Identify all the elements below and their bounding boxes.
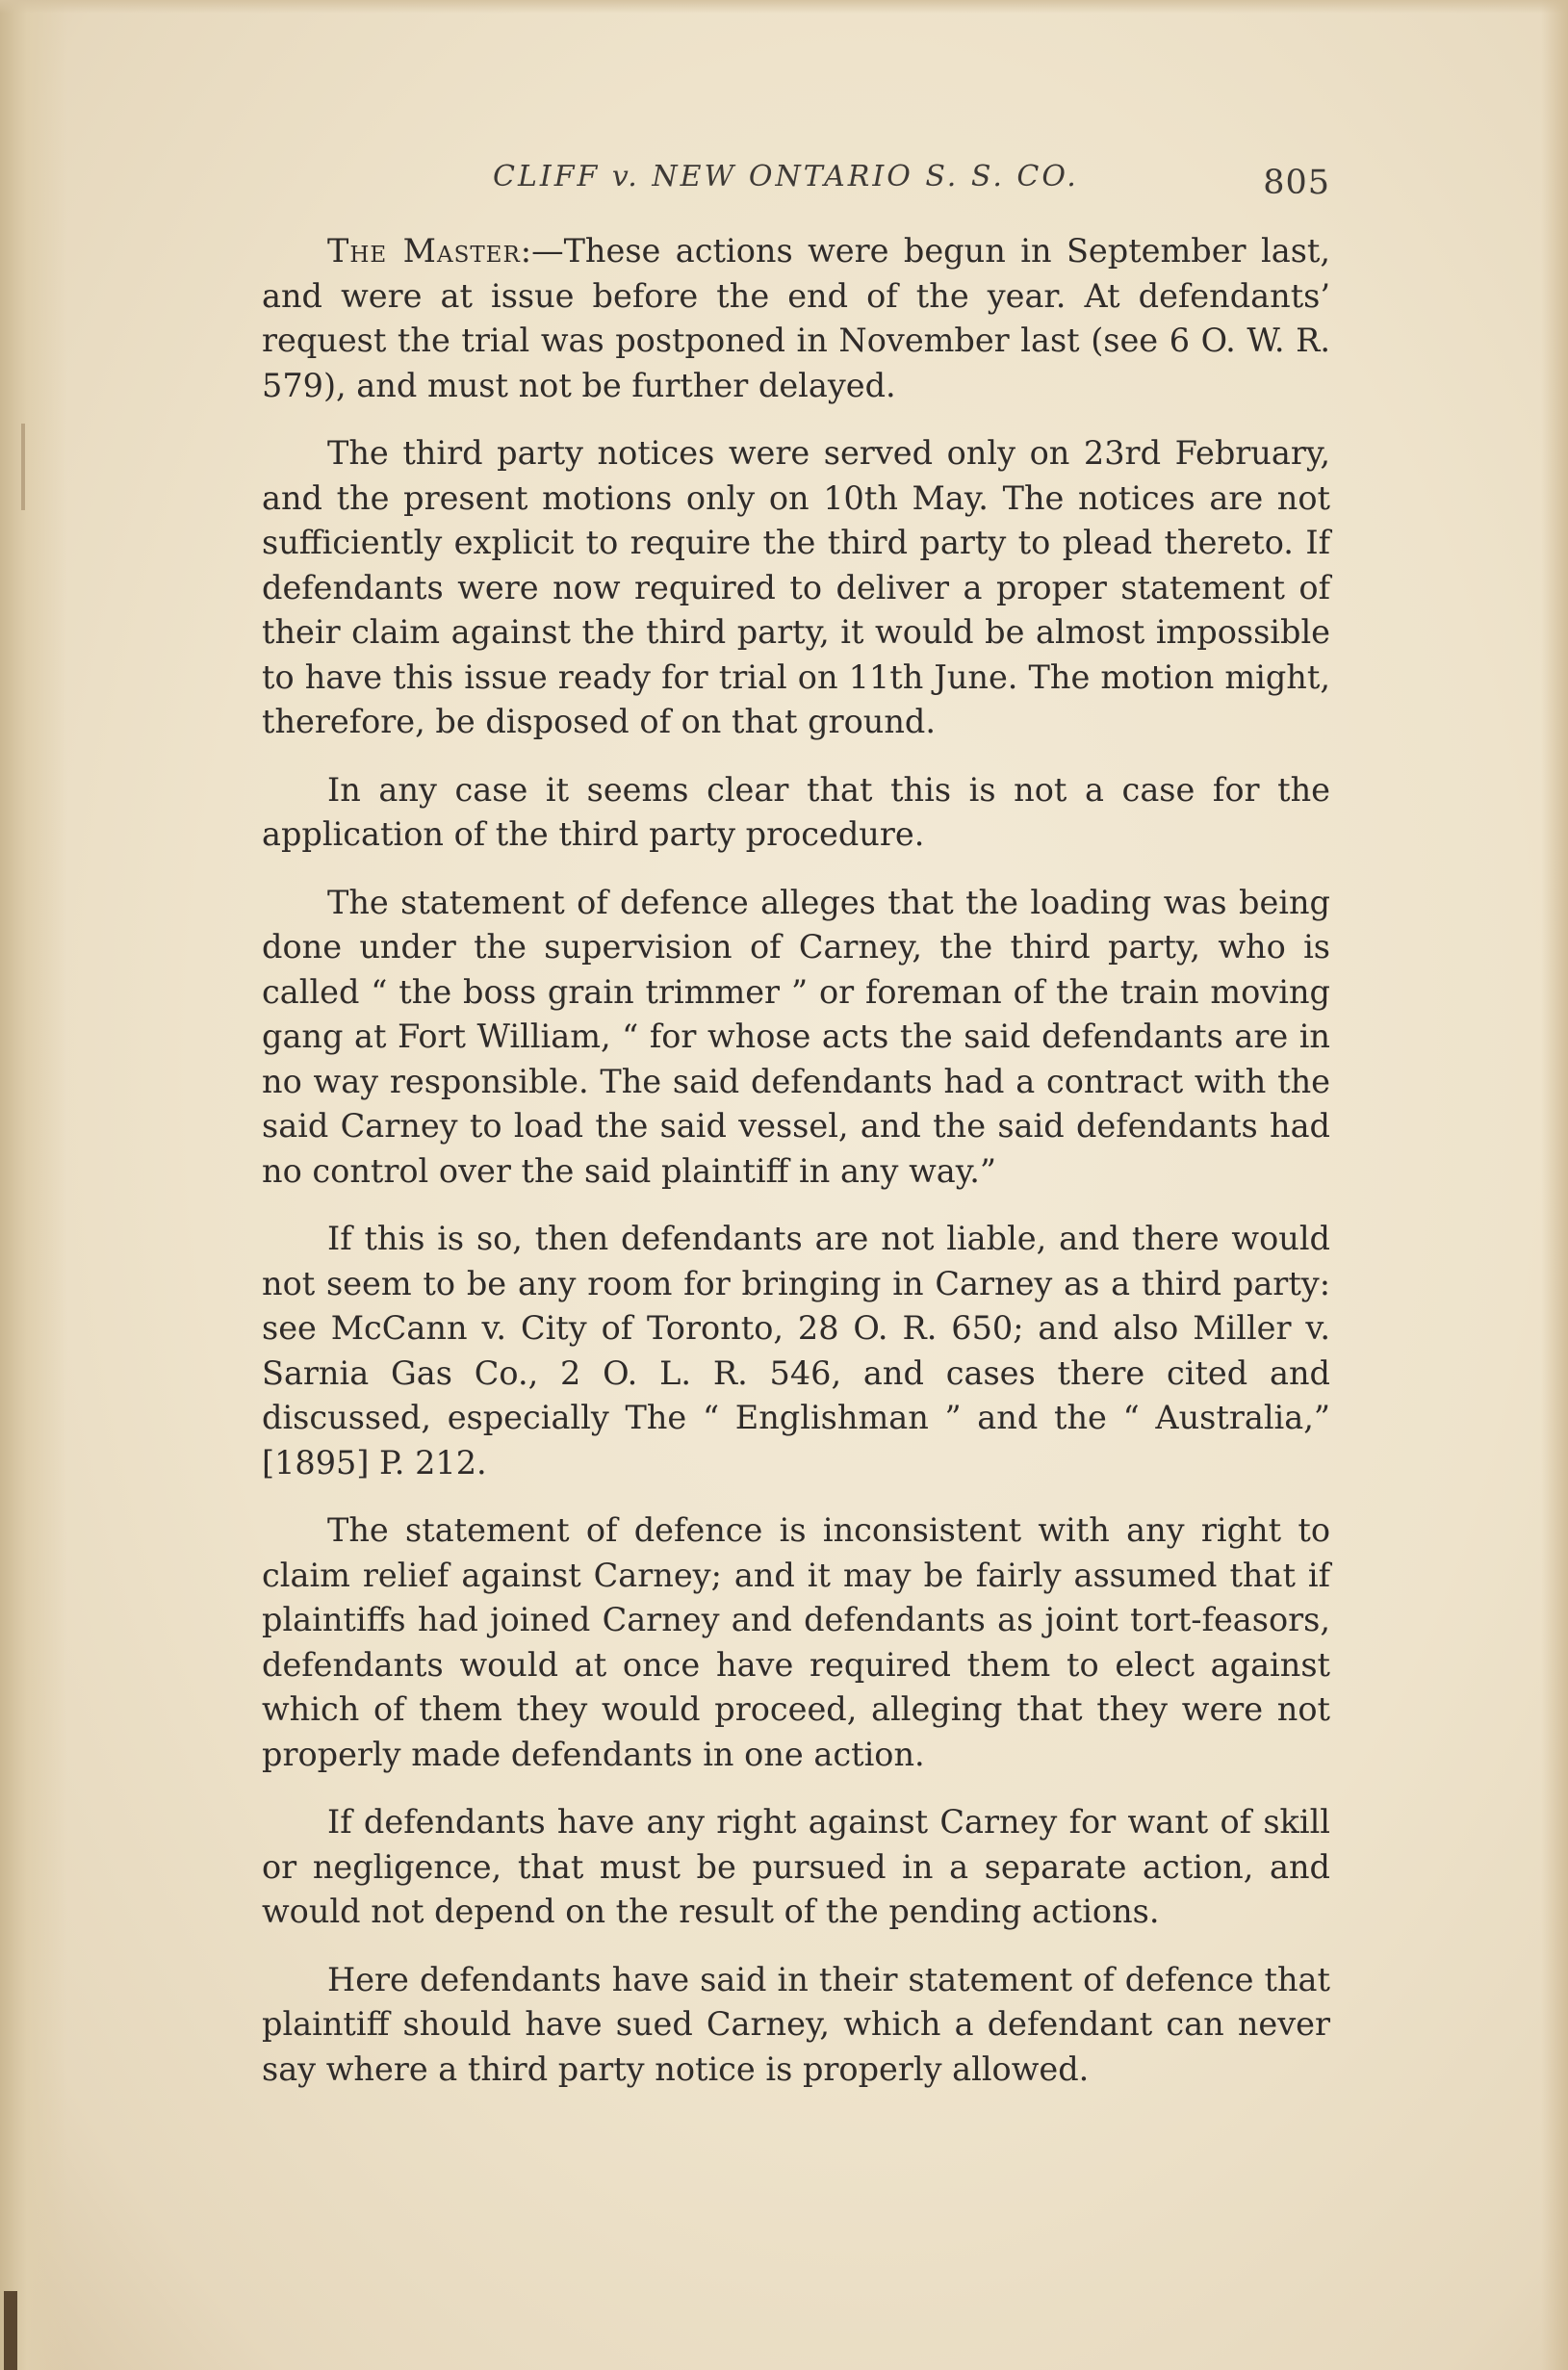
paragraph: The statement of defence is inconsistent with any right to claim relief against Carney; and it may be fairly assumed that if plaintiffs had joined Carney and defendants as joint tort-feasors, defendants would at once have required them to elect against which of them they would proceed, alleging that they were not properly made defendants in one action. (262, 1511, 1330, 1773)
paragraph (262, 229, 1330, 408)
paragraph: If defendants have any right against Carney for want of skill or negligence, that must be pursued in a separate action, and would not depend on the result of the pending actions. (262, 1803, 1330, 1930)
paragraph: Here defendants have said in their statement of defence that plaintiff should have sued Carney, which a defendant can never say where a third party notice is properly allowed. (262, 1960, 1330, 2088)
paragraph: In any case it seems clear that this is not a case for the application of the third party procedure. (262, 770, 1330, 853)
running-head: CLIFF v. NEW ONTARIO S. S. CO. (493, 160, 1079, 193)
page-right-edge (1541, 0, 1568, 2370)
page-number: 805 (1263, 164, 1330, 202)
margin-mark (21, 424, 25, 510)
paragraph: The statement of defence alleges that the loading was being done under the supervision of Carney, the third party, who is called “ the boss grain trimmer ” or foreman of the train moving gang at Fort William, “ for whose acts the said defendants are in no way responsible. The said defendants had a contract with the said Carney to load the said vessel, and the said defendants had no control over the said plaintiff in any way.” (262, 883, 1330, 1190)
paragraph: The third party notices were served only on 23rd February, and the present motions only on 10th May. The notices are not sufficiently explicit to require the third party to plead thereto. If defendants were now required to deliver a proper statement of their claim against the third party, it would be almost impossible to have this issue ready for trial on 11th June. The motion might, therefore, be disposed of on that ground. (262, 434, 1330, 740)
page-header (262, 154, 1330, 208)
paragraph-text: :—These actions were begun in September last, and were at issue before the end of the year. At defendants’ request the trial was postponed in November last (see 6 O. W. R. 579), and must not be further delayed. (262, 232, 1330, 404)
binding-mark (4, 2291, 17, 2370)
paragraph: If this is so, then defendants are not liable, and there would not seem to be any room for bringing in Carney as a third party: see McCann v. City of Toronto, 28 O. R. 650; and also Miller v. Sarnia Gas Co., 2 O. L. R. 546, and cases there cited and discussed, especially The “ Englishman ” and the “ Australia,” [1895] P. 212. (262, 1220, 1330, 1481)
page-body (262, 229, 1330, 2115)
speaker-label: The Master (327, 232, 521, 270)
page-top-edge (0, 0, 1568, 13)
page-gutter-shadow (0, 0, 67, 2370)
